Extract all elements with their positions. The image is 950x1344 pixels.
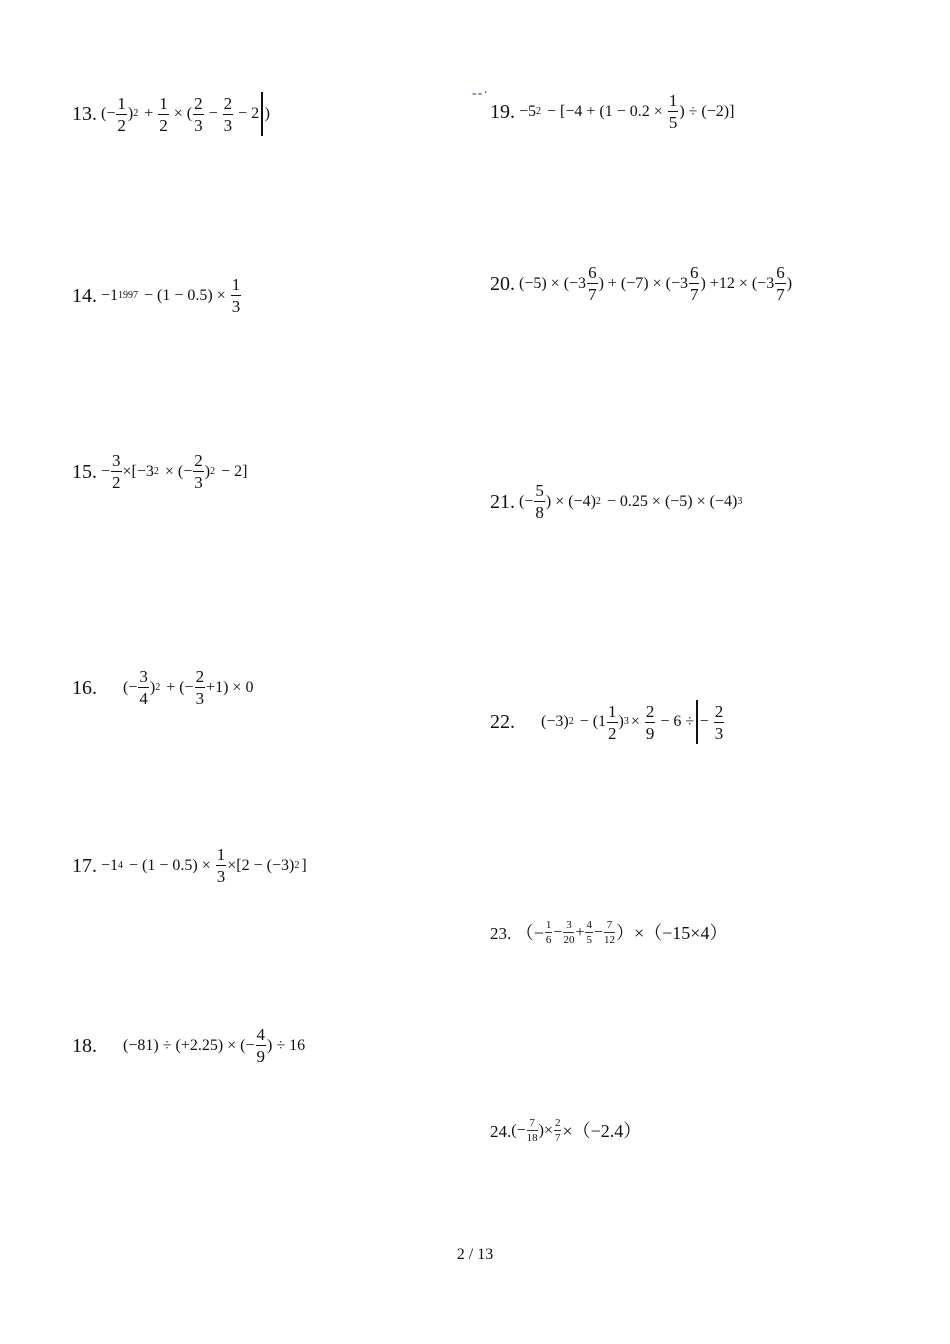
expr-text: ) — [204, 462, 211, 480]
expr-text: ) ÷ (−2)] — [679, 102, 735, 120]
expr-text: (− — [123, 678, 138, 696]
expr-text: −1 — [101, 856, 119, 874]
denominator: 3 — [714, 723, 724, 743]
numerator: 1 — [545, 919, 552, 931]
fraction — [195, 668, 206, 707]
numerator: 2 — [195, 667, 205, 686]
denominator: 4 — [139, 689, 148, 708]
fraction — [775, 264, 786, 303]
denominator: 3 — [223, 115, 233, 135]
problem-22 — [490, 700, 725, 744]
problem-21 — [490, 482, 744, 521]
problem-17 — [72, 846, 307, 885]
exponent: 2 — [536, 105, 542, 117]
numerator: 3 — [563, 920, 574, 933]
numerator: 7 — [604, 920, 615, 933]
numerator: 2 — [194, 451, 203, 470]
fraction — [231, 276, 242, 315]
denominator: 2 — [117, 115, 126, 135]
numerator: 1 — [216, 845, 226, 864]
denominator: 3 — [194, 473, 203, 492]
expr-text: − 6 ÷ — [660, 713, 695, 730]
problem-14 — [72, 276, 242, 315]
expr-text: − 2 — [238, 105, 260, 122]
denominator: 5 — [668, 113, 678, 132]
denominator: 7 — [554, 1132, 561, 1144]
expr-text: +1) × 0 — [206, 678, 254, 696]
expr-text: （− — [515, 923, 544, 943]
problem-number: 23. — [490, 923, 512, 943]
expr-text: (− — [101, 105, 116, 122]
problem-24 — [490, 1118, 641, 1144]
expr-text: − [−4 + (1 − 0.2 × — [547, 102, 663, 120]
page-number: 2 / 13 — [456, 1246, 494, 1263]
problem-20 — [490, 264, 792, 303]
expr-text: + — [144, 105, 154, 122]
numerator: 1 — [608, 701, 617, 721]
fraction — [256, 1026, 267, 1065]
denominator: 5 — [586, 934, 592, 946]
problem-19 — [490, 92, 734, 131]
numerator: 1 — [159, 93, 168, 113]
expr-text: ) + (−7) × (−3 — [598, 274, 688, 292]
expr-text: −5 — [519, 102, 537, 120]
expr-text: ×（−2.4） — [562, 1121, 642, 1141]
numerator: 5 — [535, 481, 544, 500]
expr-text: ×[−3 — [122, 462, 154, 480]
expr-text: ) — [786, 274, 793, 292]
expr-text: − — [208, 105, 218, 122]
exponent: 2 — [595, 495, 601, 507]
numerator: 4 — [256, 1025, 266, 1044]
expr-text: × (− — [164, 462, 193, 480]
expr-text: − — [699, 713, 709, 730]
exponent: 2 — [133, 108, 139, 119]
expr-text: ) — [149, 678, 156, 696]
exponent: 2 — [568, 716, 574, 727]
expr-text: (− — [511, 1122, 526, 1139]
numerator: 1 — [231, 275, 241, 294]
numerator: 1 — [668, 91, 678, 110]
fraction — [527, 1118, 538, 1144]
expr-text: + (− — [166, 678, 194, 696]
fraction — [223, 95, 234, 134]
expr-text: ）×（−15×4） — [616, 923, 728, 943]
fraction — [668, 92, 679, 131]
exponent: 1997 — [118, 289, 139, 301]
expr-text: (−5) × (−3 — [519, 274, 587, 292]
fraction — [116, 95, 127, 134]
problem-number: 13. — [72, 103, 97, 125]
fraction — [193, 95, 204, 134]
problem-number: 15. — [72, 460, 97, 483]
fraction — [604, 920, 615, 946]
fraction — [534, 482, 545, 521]
denominator: 3 — [216, 867, 226, 886]
problem-number: 17. — [72, 854, 97, 877]
problem-number: 16. — [72, 676, 97, 699]
numerator: 3 — [139, 667, 148, 686]
problem-number: 20. — [490, 272, 515, 295]
expr-text: ) × (−4) — [545, 492, 596, 510]
fraction — [714, 703, 725, 742]
expr-text: + — [575, 924, 585, 941]
expr-text: ) — [127, 105, 134, 122]
denominator: 7 — [588, 285, 597, 304]
annotation-mark: --· — [472, 86, 489, 101]
expr-text: )× — [538, 1122, 553, 1139]
problem-18 — [72, 1026, 305, 1065]
fraction — [554, 1118, 562, 1144]
denominator: 9 — [256, 1047, 266, 1066]
absolute-bar — [696, 700, 698, 744]
problem-13 — [72, 92, 270, 136]
numerator: 2 — [194, 93, 203, 113]
expr-text: − — [593, 924, 603, 941]
fraction — [607, 703, 618, 742]
problem-number: 14. — [72, 284, 97, 307]
fraction — [689, 264, 700, 303]
expr-text: − 0.25 × (−5) × (−4) — [606, 492, 738, 510]
denominator: 18 — [526, 1132, 538, 1144]
expr-text: ) ÷ 16 — [267, 1036, 306, 1054]
numerator: 4 — [586, 919, 592, 931]
fraction — [158, 95, 169, 134]
denominator: 2 — [159, 115, 168, 135]
exponent: 4 — [118, 859, 124, 871]
expr-text: × ( — [173, 105, 193, 122]
problem-number: 24. — [490, 1121, 512, 1141]
expr-text: − (1 — [579, 713, 607, 730]
denominator: 6 — [545, 934, 552, 946]
expr-text: ) — [264, 105, 270, 122]
numerator: 6 — [776, 263, 785, 282]
numerator: 6 — [689, 263, 699, 282]
denominator: 12 — [604, 934, 615, 946]
numerator: 2 — [554, 1117, 561, 1129]
expr-text: − — [553, 924, 563, 941]
denominator: 3 — [194, 115, 203, 135]
numerator: 2 — [223, 93, 233, 113]
denominator: 7 — [776, 285, 785, 304]
problem-number: 19. — [490, 100, 515, 123]
expr-text: −1 — [101, 286, 119, 304]
exponent: 3 — [623, 716, 629, 727]
problem-15 — [72, 452, 247, 491]
expr-text: (−3) — [541, 713, 569, 730]
problem-number: 21. — [490, 490, 515, 513]
numerator: 2 — [645, 701, 655, 721]
fraction — [193, 452, 204, 491]
numerator: 1 — [117, 93, 126, 113]
fraction — [216, 846, 227, 885]
exponent: 2 — [153, 465, 159, 477]
numerator: 6 — [588, 263, 597, 282]
exponent: 3 — [737, 495, 743, 507]
numerator: 7 — [527, 1118, 538, 1131]
exponent: 2 — [155, 681, 161, 693]
denominator: 8 — [535, 503, 544, 522]
denominator: 9 — [645, 723, 655, 743]
fraction — [111, 452, 122, 491]
expr-text: ) +12 × (−3 — [700, 274, 775, 292]
exponent: 2 — [294, 859, 300, 871]
expr-text: ×[2 − (−3) — [227, 856, 295, 874]
denominator: 3 — [195, 689, 205, 708]
problem-16 — [72, 668, 253, 707]
expr-text: (− — [519, 492, 534, 510]
problem-number: 18. — [72, 1034, 97, 1057]
fraction — [138, 668, 149, 707]
expr-text: − (1 − 0.5) × — [129, 856, 211, 874]
denominator: 7 — [689, 285, 699, 304]
problem-number: 22. — [490, 711, 515, 733]
expr-text: × — [630, 713, 640, 730]
numerator: 3 — [112, 451, 121, 470]
numerator: 2 — [714, 701, 724, 721]
exponent: 2 — [210, 465, 216, 477]
expr-text: − — [101, 462, 111, 480]
fraction — [563, 920, 574, 946]
expr-text: ] — [301, 856, 307, 874]
denominator: 20 — [563, 934, 575, 946]
problem-23 — [490, 920, 727, 946]
denominator: 2 — [112, 473, 121, 492]
fraction — [585, 920, 593, 946]
expr-text: − 2] — [221, 462, 248, 480]
absolute-bar — [261, 92, 263, 136]
denominator: 2 — [608, 723, 617, 743]
expr-text: − (1 − 0.5) × — [144, 286, 226, 304]
denominator: 3 — [231, 297, 241, 316]
expr-text: (−81) ÷ (+2.25) × (− — [123, 1036, 255, 1054]
fraction — [587, 264, 598, 303]
expr-text: ) — [618, 713, 624, 730]
fraction — [545, 920, 553, 946]
fraction — [645, 703, 656, 742]
